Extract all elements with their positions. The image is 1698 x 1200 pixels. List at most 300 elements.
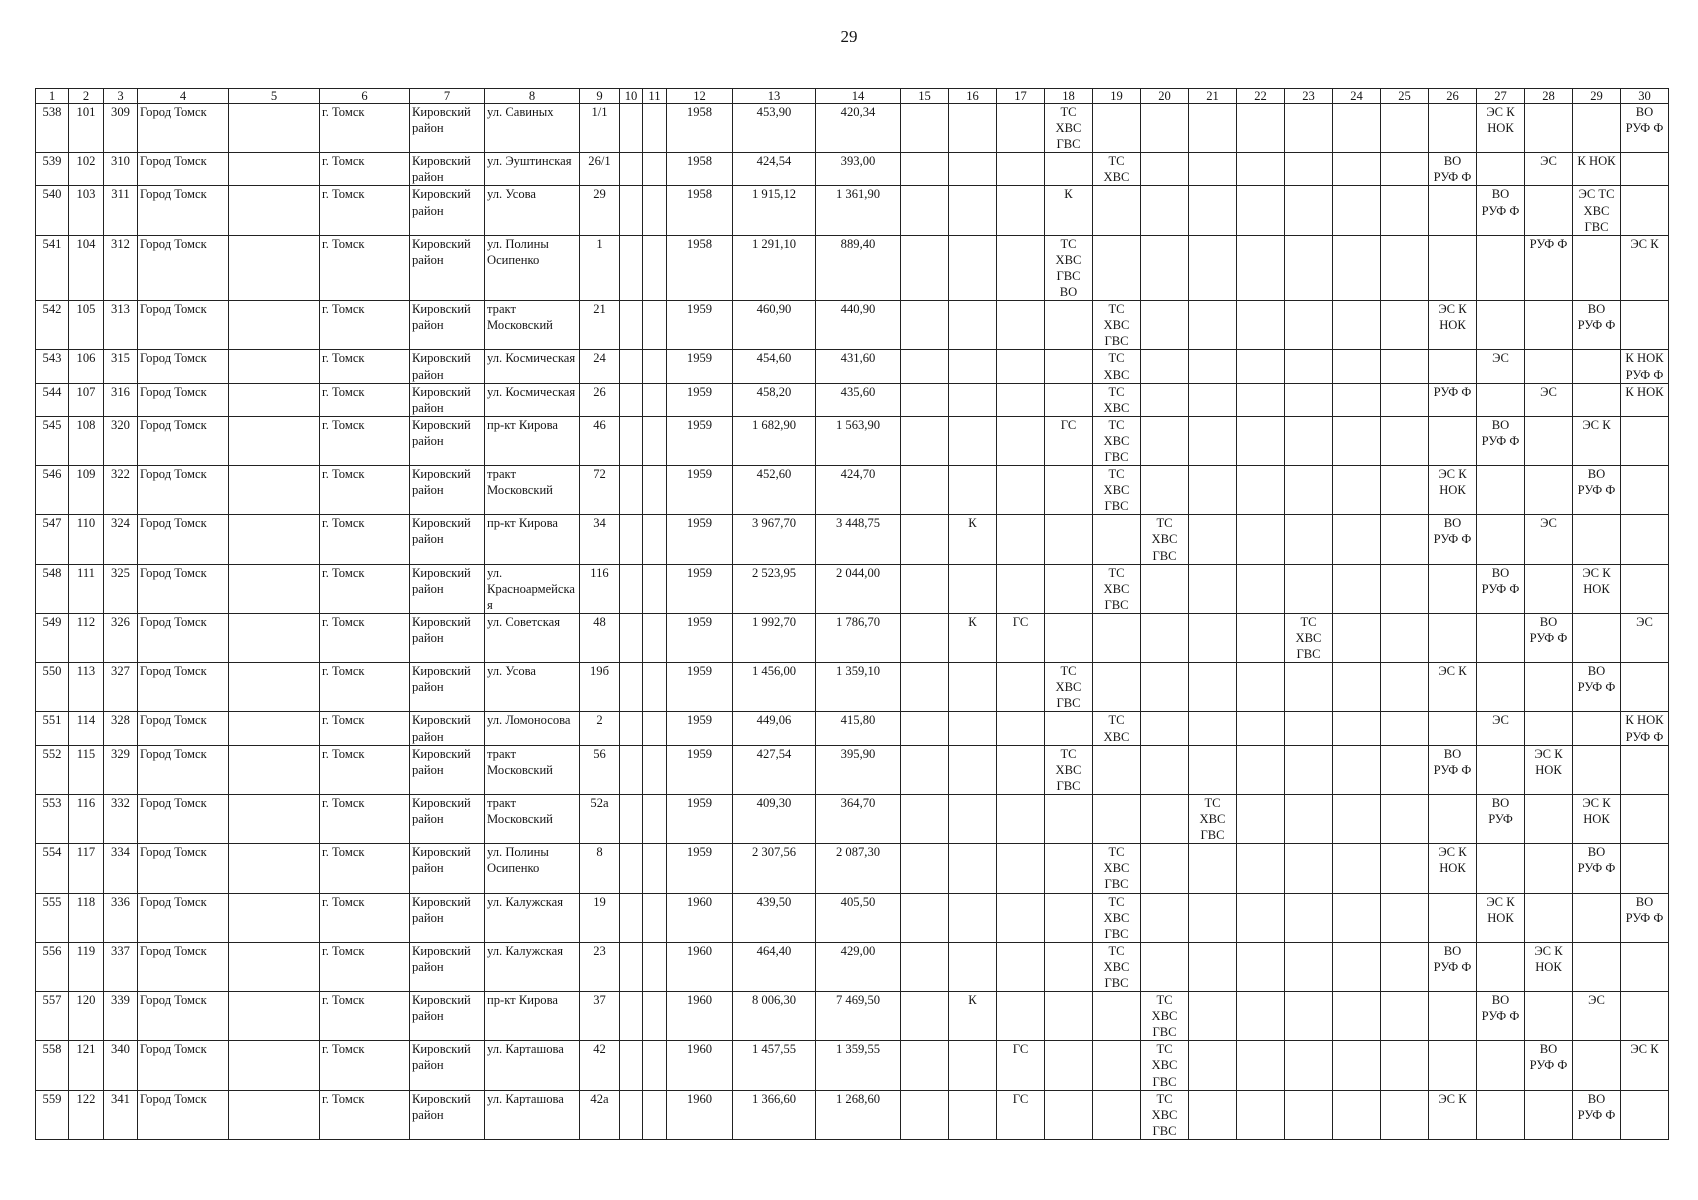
table-cell: Кировский район [410,745,485,794]
column-number: 23 [1285,89,1333,104]
table-cell [1429,186,1477,235]
table-cell: 1960 [667,1090,733,1139]
table-cell [1189,383,1237,416]
table-cell [1093,992,1141,1041]
table-cell: ЭС К НОК [1525,745,1573,794]
table-cell [1189,186,1237,235]
table-cell: 429,00 [816,942,901,991]
table-cell: 310 [104,153,138,186]
table-cell: 540 [36,186,69,235]
table-cell: 120 [69,992,104,1041]
table-cell [1189,416,1237,465]
table-cell [1333,745,1381,794]
table-row [36,992,1669,1041]
table-row [36,466,1669,515]
table-cell [229,383,320,416]
table-cell: 1959 [667,416,733,465]
table-cell: 553 [36,794,69,843]
table-cell: 3 967,70 [733,515,816,564]
table-cell: ВО РУФ Ф [1573,663,1621,712]
table-cell [1045,301,1093,350]
table-cell: 72 [580,466,620,515]
table-cell: Город Томск [138,613,229,662]
table-cell: Город Томск [138,104,229,153]
table-row [36,383,1669,416]
table-cell [229,186,320,235]
table-cell [1333,663,1381,712]
table-cell: 1959 [667,712,733,745]
table-cell [1045,613,1093,662]
table-cell [997,942,1045,991]
table-cell: 107 [69,383,104,416]
table-cell: Кировский район [410,1090,485,1139]
table-cell: г. Томск [320,893,410,942]
table-cell [643,564,667,613]
table-cell [1189,466,1237,515]
table-cell: ТС ХВС ГВС [1093,844,1141,893]
table-cell: ТС ХВС ГВС [1045,663,1093,712]
column-number: 1 [36,89,69,104]
column-number: 12 [667,89,733,104]
table-cell: 543 [36,350,69,383]
table-cell [1333,104,1381,153]
table-cell: ул. Полины Осипенко [485,235,580,300]
table-row [36,745,1669,794]
table-cell [1237,235,1285,300]
table-cell: ТС ХВС [1093,350,1141,383]
table-cell: 334 [104,844,138,893]
table-cell [901,153,949,186]
table-cell [1621,663,1669,712]
table-cell [901,301,949,350]
table-cell: ЭС К НОК [1573,794,1621,843]
table-cell: 545 [36,416,69,465]
table-cell: К НОК РУФ Ф [1621,350,1669,383]
table-cell [1477,466,1525,515]
table-cell [620,992,643,1041]
table-cell: 546 [36,466,69,515]
table-cell: Город Томск [138,893,229,942]
table-cell: 1959 [667,564,733,613]
column-number: 27 [1477,89,1525,104]
table-cell [1477,613,1525,662]
table-cell [1573,235,1621,300]
table-cell [1093,515,1141,564]
table-cell [949,564,997,613]
table-cell [1477,663,1525,712]
table-cell: 889,40 [816,235,901,300]
table-cell: 559 [36,1090,69,1139]
table-cell: г. Томск [320,712,410,745]
table-cell [1333,1041,1381,1090]
table-cell [1237,745,1285,794]
table-row [36,1090,1669,1139]
table-cell [620,416,643,465]
table-cell [620,301,643,350]
table-cell [997,794,1045,843]
table-cell: Кировский район [410,1041,485,1090]
table-cell: ГС [1045,416,1093,465]
table-cell: 329 [104,745,138,794]
table-cell [643,893,667,942]
table-cell [997,153,1045,186]
table-cell [229,844,320,893]
table-cell: ул. Карташова [485,1041,580,1090]
table-cell: 2 087,30 [816,844,901,893]
table-cell [1285,1090,1333,1139]
table-cell [1381,104,1429,153]
table-cell: 1 682,90 [733,416,816,465]
table-cell: ВО РУФ Ф [1429,942,1477,991]
table-cell: ЭС К [1621,235,1669,300]
table-cell [1525,416,1573,465]
table-cell: ЭС К НОК [1477,893,1525,942]
table-cell [643,153,667,186]
table-cell [229,515,320,564]
table-cell: 557 [36,992,69,1041]
table-cell [620,613,643,662]
table-cell [1525,893,1573,942]
table-cell [949,383,997,416]
table-cell: 309 [104,104,138,153]
table-cell: Кировский район [410,942,485,991]
table-cell [229,301,320,350]
table-cell: 1960 [667,893,733,942]
table-cell: 332 [104,794,138,843]
column-number: 11 [643,89,667,104]
table-cell [1285,992,1333,1041]
table-cell [1333,235,1381,300]
table-cell [1141,942,1189,991]
table-cell: 327 [104,663,138,712]
table-cell [229,992,320,1041]
table-cell: 1959 [667,745,733,794]
table-cell [1285,663,1333,712]
table-cell: ГС [997,1090,1045,1139]
table-cell: 8 [580,844,620,893]
table-cell [1093,1041,1141,1090]
table-cell [1333,893,1381,942]
table-cell [1045,794,1093,843]
table-cell: 8 006,30 [733,992,816,1041]
table-cell: 1 457,55 [733,1041,816,1090]
table-cell [1621,1090,1669,1139]
table-cell [949,893,997,942]
table-row [36,712,1669,745]
table-row [36,613,1669,662]
table-cell: К [1045,186,1093,235]
table-cell [1573,613,1621,662]
table-cell [1429,564,1477,613]
table-cell: ул. Усова [485,186,580,235]
table-cell: Город Томск [138,350,229,383]
table-cell: 1959 [667,844,733,893]
table-cell: К НОК [1621,383,1669,416]
table-cell [1381,301,1429,350]
table-cell [1573,712,1621,745]
table-cell [997,712,1045,745]
table-cell: 19 [580,893,620,942]
table-cell: 320 [104,416,138,465]
table-cell: РУФ Ф [1525,235,1573,300]
table-cell [1621,153,1669,186]
table-cell [1141,712,1189,745]
table-cell [949,350,997,383]
table-cell [1573,1041,1621,1090]
table-cell [643,416,667,465]
table-row [36,350,1669,383]
table-row [36,515,1669,564]
table-cell: Город Томск [138,466,229,515]
table-cell [1573,942,1621,991]
table-cell: 364,70 [816,794,901,843]
column-number: 10 [620,89,643,104]
table-cell [1333,844,1381,893]
table-cell [1477,235,1525,300]
table-row [36,942,1669,991]
table-cell: Кировский район [410,794,485,843]
table-cell [229,893,320,942]
column-number: 7 [410,89,485,104]
table-cell: г. Томск [320,1041,410,1090]
table-cell: 555 [36,893,69,942]
table-cell [1189,104,1237,153]
table-cell: г. Томск [320,186,410,235]
table-cell [1381,745,1429,794]
table-cell: 326 [104,613,138,662]
table-cell [1189,564,1237,613]
table-cell: г. Томск [320,794,410,843]
table-cell [1573,350,1621,383]
table-cell [1333,350,1381,383]
table-cell [997,350,1045,383]
table-cell: 1959 [667,350,733,383]
table-cell [620,1041,643,1090]
table-cell: ВО РУФ Ф [1477,992,1525,1041]
table-cell: 1959 [667,794,733,843]
column-number: 17 [997,89,1045,104]
table-row [36,104,1669,153]
table-cell [901,235,949,300]
table-cell [1045,153,1093,186]
table-cell: К НОК [1573,153,1621,186]
table-cell: 405,50 [816,893,901,942]
column-number: 22 [1237,89,1285,104]
table-cell [997,515,1045,564]
column-number: 20 [1141,89,1189,104]
table-cell [643,235,667,300]
table-cell: 311 [104,186,138,235]
table-cell [1381,844,1429,893]
table-cell: 117 [69,844,104,893]
table-cell: ВО РУФ Ф [1621,104,1669,153]
table-cell: Кировский район [410,416,485,465]
table-cell: 325 [104,564,138,613]
table-cell: Город Томск [138,515,229,564]
table-cell: 538 [36,104,69,153]
table-cell [1429,350,1477,383]
table-cell: ЭС К НОК [1573,564,1621,613]
table-cell: 328 [104,712,138,745]
table-cell: Кировский район [410,515,485,564]
table-cell: 1959 [667,383,733,416]
table-cell [1189,992,1237,1041]
table-cell: 2 523,95 [733,564,816,613]
table-cell [1237,564,1285,613]
table-cell [229,942,320,991]
table-cell: 112 [69,613,104,662]
table-cell: Кировский район [410,186,485,235]
table-cell: г. Томск [320,1090,410,1139]
table-cell [1237,350,1285,383]
table-cell [1429,794,1477,843]
table-cell [1189,893,1237,942]
table-cell [1093,235,1141,300]
table-cell [901,1041,949,1090]
table-cell: 116 [69,794,104,843]
table-cell: Кировский район [410,613,485,662]
table-cell: 393,00 [816,153,901,186]
table-cell: Город Томск [138,416,229,465]
table-cell: ВО РУФ Ф [1573,301,1621,350]
table-cell: Город Томск [138,186,229,235]
table-cell: 1/1 [580,104,620,153]
table-cell [620,235,643,300]
table-cell: 113 [69,663,104,712]
table-cell: 19б [580,663,620,712]
table-cell [949,416,997,465]
table-cell: ЭС К [1621,1041,1669,1090]
table-cell [1189,301,1237,350]
column-number: 5 [229,89,320,104]
table-cell: ВО РУФ Ф [1477,416,1525,465]
table-cell: Кировский район [410,893,485,942]
column-number: 18 [1045,89,1093,104]
table-cell [901,663,949,712]
table-cell: 339 [104,992,138,1041]
table-cell: 1 366,60 [733,1090,816,1139]
table-cell [1621,745,1669,794]
table-cell: 37 [580,992,620,1041]
table-cell [949,663,997,712]
table-cell: 118 [69,893,104,942]
table-cell [949,301,997,350]
table-cell: 2 [580,712,620,745]
table-cell [949,844,997,893]
table-cell [901,515,949,564]
table-cell: 2 307,56 [733,844,816,893]
table-cell: ул. Ломоносова [485,712,580,745]
table-cell [1381,416,1429,465]
table-cell [1189,844,1237,893]
table-cell [1333,794,1381,843]
column-number: 29 [1573,89,1621,104]
table-cell [949,153,997,186]
table-cell [620,466,643,515]
table-cell: 105 [69,301,104,350]
table-cell [901,844,949,893]
table-cell [1285,844,1333,893]
table-cell [1093,186,1141,235]
table-cell [949,745,997,794]
table-cell [1045,893,1093,942]
table-cell: г. Томск [320,466,410,515]
table-cell [643,1041,667,1090]
table-cell: 1958 [667,235,733,300]
table-cell [229,663,320,712]
table-cell: Город Томск [138,153,229,186]
table-cell: 109 [69,466,104,515]
table-cell [1237,992,1285,1041]
table-cell: 453,90 [733,104,816,153]
table-cell [1525,992,1573,1041]
table-cell [1285,350,1333,383]
table-cell: тракт Московский [485,466,580,515]
table-cell [1381,992,1429,1041]
table-cell: 409,30 [733,794,816,843]
table-cell: 122 [69,1090,104,1139]
table-cell: Кировский район [410,153,485,186]
table-cell: 464,40 [733,942,816,991]
table-cell: ул. Космическая [485,383,580,416]
table-cell [1333,564,1381,613]
table-cell: К [949,992,997,1041]
table-cell [229,745,320,794]
table-cell [620,1090,643,1139]
table-cell: 24 [580,350,620,383]
table-cell [1333,383,1381,416]
table-cell [949,186,997,235]
table-cell [949,1041,997,1090]
table-row [36,186,1669,235]
table-cell: ВО РУФ Ф [1477,564,1525,613]
table-cell [1141,186,1189,235]
table-cell: Город Томск [138,712,229,745]
table-cell [901,383,949,416]
column-number: 28 [1525,89,1573,104]
table-cell [1237,104,1285,153]
table-cell: ТС ХВС ГВС [1093,301,1141,350]
table-cell: Кировский район [410,663,485,712]
table-cell [1525,350,1573,383]
table-cell [1333,613,1381,662]
table-cell [1573,104,1621,153]
table-cell [1525,564,1573,613]
table-cell: 111 [69,564,104,613]
table-cell: г. Томск [320,942,410,991]
table-cell [901,104,949,153]
table-cell: г. Томск [320,745,410,794]
table-cell: 1 456,00 [733,663,816,712]
table-cell [1333,186,1381,235]
table-cell [643,745,667,794]
table-cell [229,235,320,300]
table-cell: 548 [36,564,69,613]
table-cell: ТС ХВС [1093,383,1141,416]
table-cell [1381,186,1429,235]
table-cell [1573,893,1621,942]
table-cell: ЭС К [1573,416,1621,465]
table-cell: 424,70 [816,466,901,515]
table-cell: 1959 [667,613,733,662]
table-row [36,794,1669,843]
column-number: 6 [320,89,410,104]
table-cell: тракт Московский [485,745,580,794]
table-cell: ВО РУФ Ф [1573,466,1621,515]
table-cell [620,712,643,745]
table-cell [1141,844,1189,893]
table-cell [1381,153,1429,186]
